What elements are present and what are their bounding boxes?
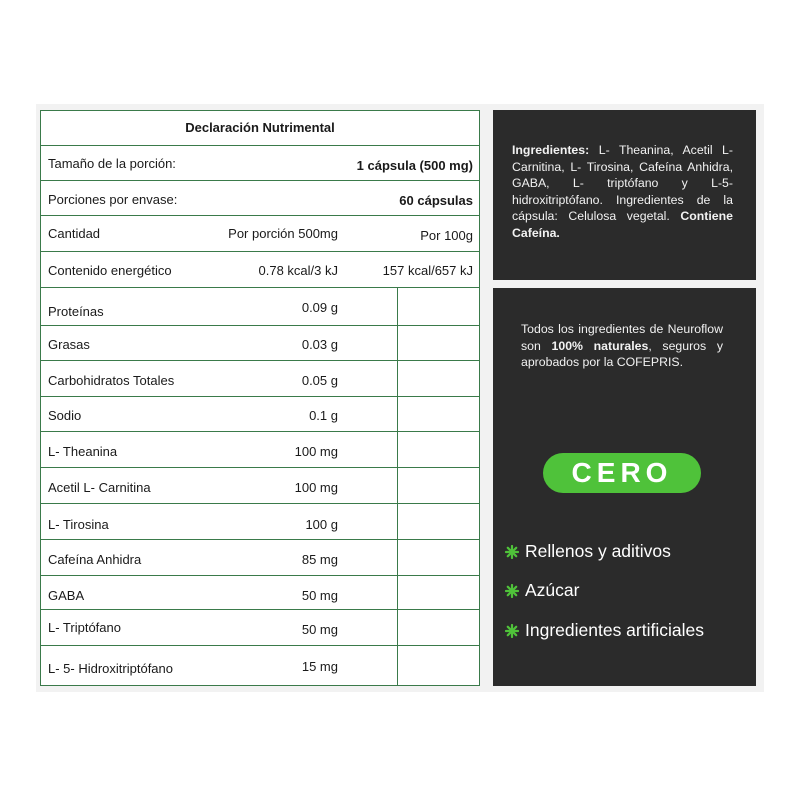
table-row	[41, 467, 479, 503]
nutrient-label: Proteínas	[48, 304, 104, 319]
table-row	[41, 360, 479, 396]
nutrient-label: L- Tirosina	[48, 517, 109, 532]
energy-label: Contenido energético	[48, 263, 172, 278]
caffeine-note: Contiene Cafeína.	[512, 209, 733, 240]
servings-value: 60 cápsulas	[399, 193, 473, 208]
nutrient-value: 0.05 g	[301, 373, 338, 388]
table-row	[41, 645, 479, 685]
table-row	[41, 503, 479, 539]
table-row	[41, 431, 479, 467]
ingredients-list: L- Theanina, Acetil L- Carnitina, L- Tirosina, Cafeína Anhidra, GABA, L- triptófano y L-5-hidroxitriptófano. Ingredientes de la cápsula: Celulosa vegetal.	[512, 143, 733, 224]
nutrient-label: Sodio	[48, 408, 82, 423]
nutrient-value: 0.09 g	[301, 300, 338, 315]
feature-label: Azúcar	[525, 580, 580, 600]
energy-row	[41, 251, 479, 287]
natural-claim-text	[521, 321, 723, 371]
feature-label: Rellenos y aditivos	[525, 541, 671, 561]
quantity-label: Cantidad	[48, 226, 101, 241]
quantity-header-row	[41, 215, 479, 251]
feature-item	[505, 541, 671, 562]
claims-panel	[493, 288, 756, 686]
serving-size-value: 1 cápsula (500 mg)	[356, 158, 473, 173]
nutrient-value: 100 mg	[294, 480, 338, 495]
ingredients-heading: Ingredientes:	[512, 143, 590, 157]
table-row	[41, 325, 479, 360]
green-star-burst-icon	[505, 584, 519, 598]
nutrient-value: 50 mg	[301, 622, 338, 637]
nutrient-label: GABA	[48, 588, 85, 603]
feature-item	[505, 580, 579, 601]
nutrient-label: L- 5- Hidroxitriptófano	[48, 661, 173, 676]
per-portion-header: Por porción 500mg	[228, 226, 338, 241]
nutrient-value: 0.1 g	[309, 408, 338, 423]
natural-claim-end: , seguros y aprobados por la COFEPRIS.	[521, 338, 723, 370]
nutrient-label: Carbohidratos Totales	[48, 373, 175, 388]
nutrient-value: 100 mg	[294, 444, 338, 459]
table-row	[41, 287, 479, 325]
ingredients-panel	[493, 110, 756, 280]
per-100g-header: Por 100g	[420, 228, 473, 243]
nutrition-table	[40, 110, 480, 686]
nutrient-value: 100 g	[305, 517, 338, 532]
nutrient-label: Cafeína Anhidra	[48, 552, 142, 567]
cero-badge: CERO	[543, 453, 701, 493]
table-title: Declaración Nutrimental	[185, 120, 335, 135]
servings-row	[41, 180, 479, 215]
table-row	[41, 575, 479, 609]
servings-label: Porciones por envase:	[48, 192, 178, 207]
nutrient-value: 15 mg	[301, 659, 338, 674]
green-star-burst-icon	[505, 545, 519, 559]
table-title-row	[41, 111, 479, 145]
table-row	[41, 609, 479, 645]
table-row	[41, 539, 479, 575]
feature-item	[505, 620, 704, 641]
feature-label: Ingredientes artificiales	[525, 620, 704, 640]
table-row	[41, 396, 479, 431]
energy-per-100g: 157 kcal/657 kJ	[382, 263, 473, 278]
nutrient-value: 85 mg	[301, 552, 338, 567]
natural-claim-start: Todos los ingredientes de Neuroflow son	[521, 322, 723, 353]
natural-claim-bold: 100% naturales	[551, 338, 649, 353]
ingredients-text	[512, 142, 733, 242]
nutrient-label: L- Triptófano	[48, 620, 121, 635]
nutrient-value: 50 mg	[301, 588, 338, 603]
nutrient-label: Acetil L- Carnitina	[48, 480, 151, 495]
energy-per-portion: 0.78 kcal/3 kJ	[258, 263, 338, 278]
nutrient-value: 0.03 g	[301, 337, 338, 352]
green-star-burst-icon	[505, 624, 519, 638]
serving-size-label: Tamaño de la porción:	[48, 156, 176, 171]
column-divider	[397, 287, 398, 685]
nutrient-label: L- Theanina	[48, 444, 118, 459]
serving-size-row	[41, 145, 479, 180]
nutrient-label: Grasas	[48, 337, 90, 352]
